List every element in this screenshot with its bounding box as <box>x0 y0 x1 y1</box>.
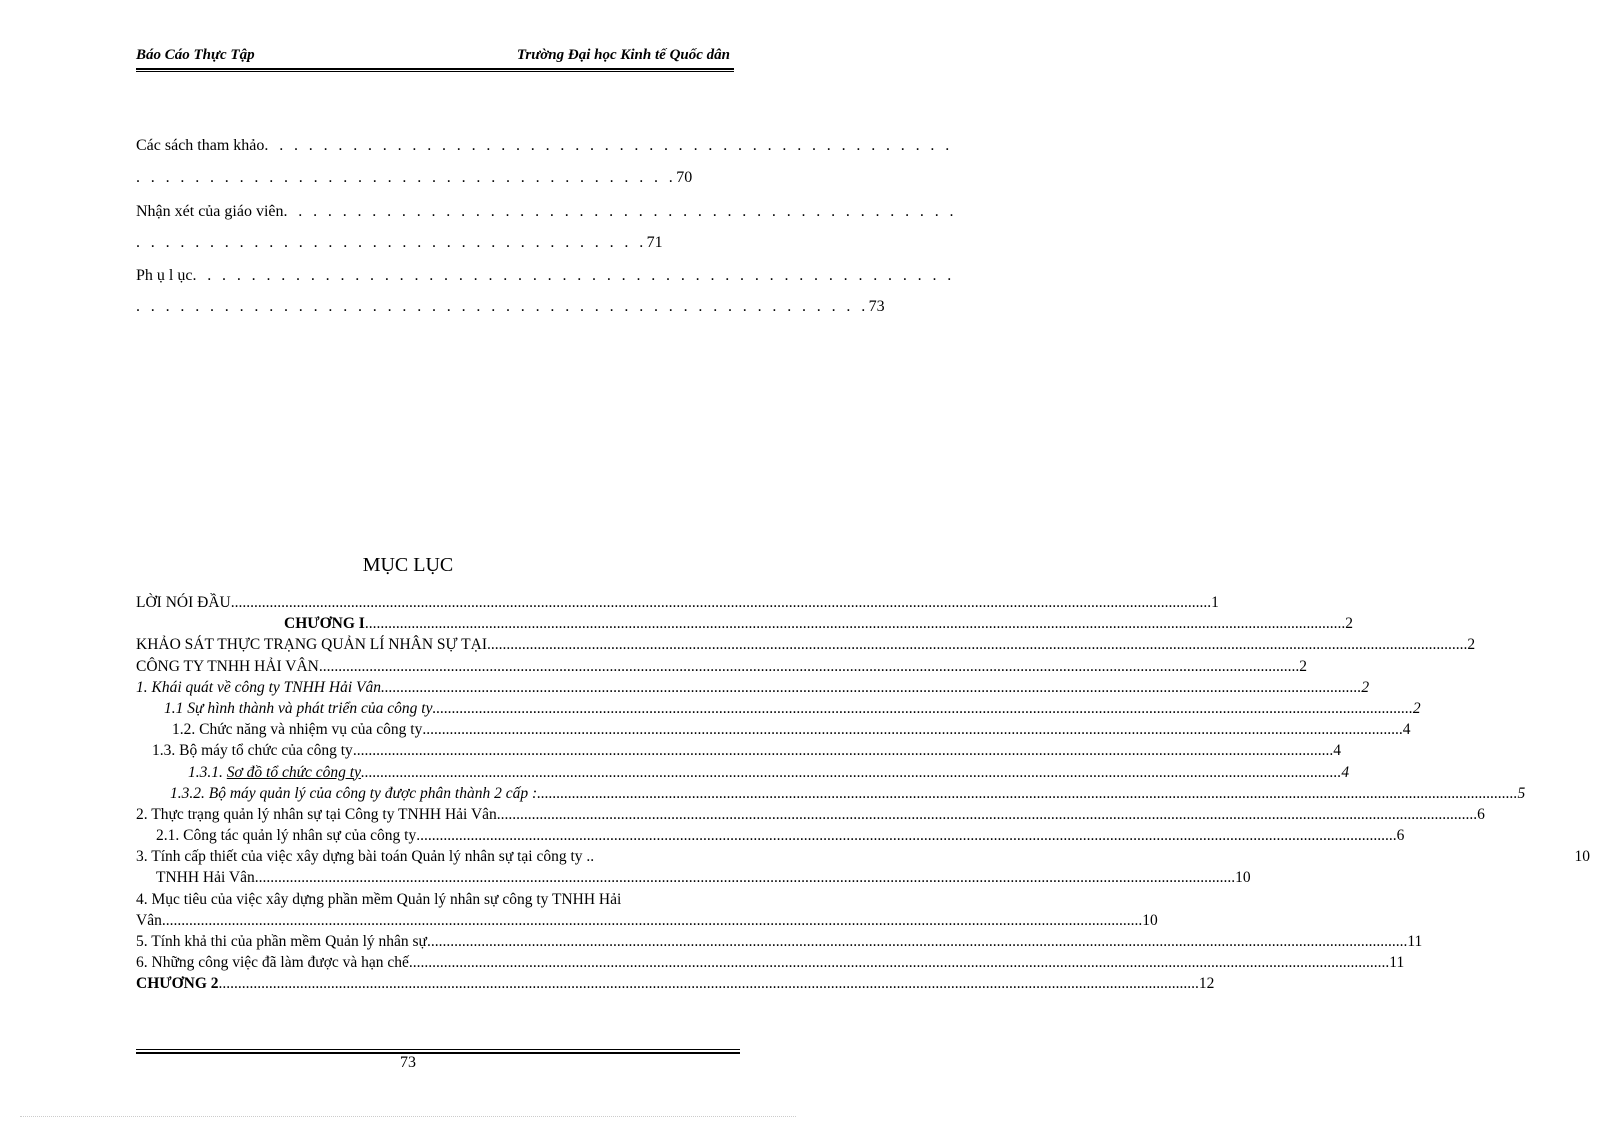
reference-leader: . . . . . . . . . . . . . . . . . . . . . . . . . . . . . . . . . . . . . . . . . . . . . . <box>283 203 957 220</box>
toc-entry[interactable] <box>136 846 1591 867</box>
reference-leader: . . . . . . . . . . . . . . . . . . . . . . . . . . . . . . . . . . . . . . . . . . . . . . . . . . . . <box>192 267 955 284</box>
toc-entry[interactable] <box>136 698 1421 719</box>
toc-entry[interactable] <box>136 973 1215 994</box>
reference-line <box>136 202 957 222</box>
page-number: 73 <box>400 1054 416 1071</box>
toc-entry-text: 1.3. Bộ máy tổ chức của công ty <box>152 742 353 760</box>
toc-entry-text: 1.1 Sự hình thành và phát triển của công ty <box>164 699 433 717</box>
toc-entry-page: 4 <box>1333 742 1341 760</box>
reference-label: Ph ụ l ục <box>136 267 193 284</box>
toc-entry-text: CÔNG TY TNHH HẢI VÂN <box>136 657 319 675</box>
header-rule <box>136 68 734 70</box>
toc-entry-page: 10 <box>1574 848 1591 866</box>
reference-leader: . . . . . . . . . . . . . . . . . . . . . . . . . . . . . . . . . . . <box>136 234 647 251</box>
toc-entry[interactable] <box>136 804 1485 825</box>
reference-label: Các sách tham khảo <box>136 137 265 154</box>
toc-entry-text: LỜI NÓI ĐẦU <box>136 594 231 611</box>
reference-page: 70 <box>676 169 693 186</box>
toc-entry-page: 2 <box>1345 615 1353 633</box>
toc-entry-page: 4 <box>1402 721 1411 739</box>
toc-entry[interactable] <box>136 783 1526 804</box>
toc-entry-number: 1.3.1. <box>188 763 227 781</box>
toc-entry-text: 4. Mục tiêu của việc xây dựng phần mềm Quản lý nhân sự công ty TNHH Hải <box>136 890 622 908</box>
toc-entry-page: 12 <box>1198 975 1215 993</box>
toc-entry-page: 2 <box>1412 699 1421 717</box>
toc-title: MỤC LỤC <box>362 554 454 576</box>
toc-entry[interactable] <box>136 952 1405 973</box>
toc-entry-page: 4 <box>1341 763 1350 781</box>
toc-entry-text: 6. Những công việc đã làm được và hạn chế <box>136 954 409 972</box>
reference-line <box>136 168 736 188</box>
reference-label: Nhận xét của giáo viên <box>136 203 284 220</box>
toc-entry[interactable] <box>136 719 1411 740</box>
toc-entry-text: CHƯƠNG I <box>284 615 365 633</box>
reference-page: 73 <box>868 298 885 315</box>
toc-entry-text: 1.2. Chức năng và nhiệm vụ của công ty <box>172 721 423 739</box>
toc-entry[interactable] <box>136 677 1370 698</box>
toc-entry-text: 2.1. Công tác quản lý nhân sự của công ty <box>156 827 417 845</box>
toc-entry-text: 1. Khái quát về công ty TNHH Hải Vân <box>136 678 381 696</box>
toc-entry-page: 10 <box>1142 911 1158 929</box>
toc-entry-page: 11 <box>1407 933 1423 950</box>
toc-entry[interactable] <box>136 910 1158 931</box>
toc-entry-page: 2 <box>1467 636 1476 654</box>
reference-page: 71 <box>646 234 663 251</box>
toc-entry-page: 1 <box>1211 594 1219 611</box>
reference-line <box>136 297 885 317</box>
toc-entry[interactable] <box>136 592 1219 613</box>
toc-entry-text: 1.3.2. Bộ máy quản lý của công ty được phân thành 2 cấp : <box>170 784 538 802</box>
toc-entry-page: 6 <box>1396 827 1405 845</box>
header-left-title: Báo Cáo Thực Tập <box>136 47 255 63</box>
header-right-title: Trường Đại học Kinh tế Quốc dân <box>516 47 730 63</box>
toc-entry[interactable] <box>136 762 1350 783</box>
reference-line <box>136 266 955 286</box>
toc-entry[interactable] <box>136 931 1423 952</box>
toc-entry-page: 10 <box>1235 869 1251 887</box>
header-rule-thin <box>136 71 734 72</box>
toc-entry-page: 5 <box>1517 784 1526 802</box>
toc-entry[interactable] <box>136 613 1353 634</box>
toc-entry-text: KHẢO SÁT THỰC TRẠNG QUẢN LÍ NHÂN SỰ TẠI <box>136 636 487 654</box>
toc-entry-text: TNHH Hải Vân <box>156 869 255 887</box>
toc-entry[interactable] <box>136 740 1341 761</box>
toc-entry[interactable] <box>136 825 1405 846</box>
reference-leader: . . . . . . . . . . . . . . . . . . . . . . . . . . . . . . . . . . . . . <box>136 169 677 186</box>
toc-entry-page: 2 <box>1361 678 1370 696</box>
toc-entry-text: 5. Tính khả thi của phần mềm Quản lý nhân sự <box>136 933 427 950</box>
toc-entry[interactable] <box>136 634 1476 655</box>
reference-line <box>136 233 736 253</box>
toc-entry-page: 2 <box>1299 657 1307 675</box>
toc-entry-text: CHƯƠNG 2 <box>136 975 219 993</box>
toc-entry-text: 3. Tính cấp thiết của việc xây dựng bài toán Quản lý nhân sự tại công ty .. <box>136 848 595 866</box>
toc-entry-text: Vân <box>136 911 162 929</box>
reference-leader: . . . . . . . . . . . . . . . . . . . . . . . . . . . . . . . . . . . . . . . . . . . . . . . <box>264 137 953 154</box>
toc-entry-text: Sơ đồ tổ chức công ty <box>226 763 361 781</box>
toc-entry[interactable] <box>136 889 737 910</box>
footer-rule <box>136 1049 740 1050</box>
page-edge <box>20 1116 796 1117</box>
table-of-contents <box>136 592 1591 995</box>
toc-entry-page: 11 <box>1389 954 1405 972</box>
toc-entry-page: 6 <box>1477 805 1485 823</box>
reference-line <box>136 136 953 156</box>
toc-entry[interactable] <box>136 867 1251 888</box>
reference-leader: . . . . . . . . . . . . . . . . . . . . . . . . . . . . . . . . . . . . . . . . . . . . . . . . . . <box>136 298 869 315</box>
toc-entry[interactable] <box>136 656 1307 677</box>
toc-entry-text: 2. Thực trạng quản lý nhân sự tại Công ty TNHH Hải Vân <box>136 805 497 823</box>
